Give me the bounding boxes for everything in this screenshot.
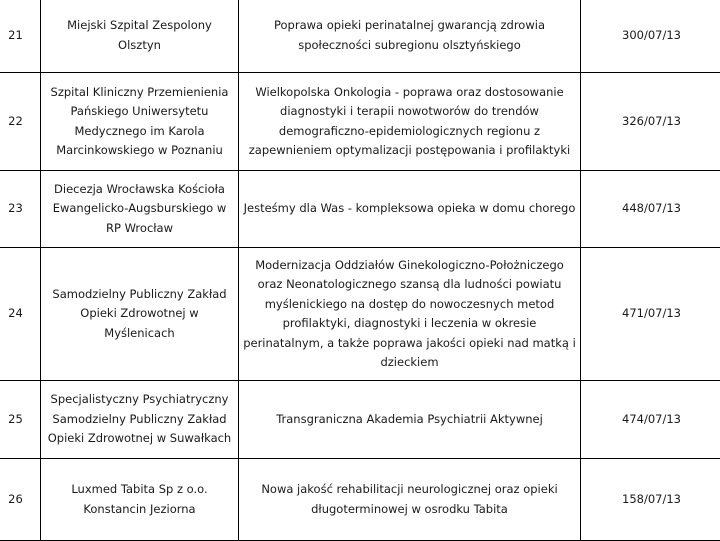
row-number: 22	[0, 73, 41, 171]
project-title-cell: Modernizacja Oddziałów Ginekologiczno-Położniczego oraz Neonatologicznego szansą dla ludności powiatu myślenickiego na dostęp do nowoczesnych metod profilaktyki, diagnostyki i leczenia w okresie perinatalnym, a także poprawa jakości opieki nad matką i dzieckiem	[239, 248, 581, 381]
agreement-number-cell: 474/07/13	[581, 381, 720, 459]
row-number: 26	[0, 459, 41, 541]
project-title-cell: Transgraniczna Akademia Psychiatrii Aktywnej	[239, 381, 581, 459]
beneficiary-cell: Diecezja Wrocławska Kościoła Ewangelicko-Augsburskiego w RP Wrocław	[41, 171, 239, 248]
table-row	[0, 73, 720, 171]
table-row	[0, 171, 720, 248]
row-number: 21	[0, 0, 41, 73]
agreement-number-cell: 471/07/13	[581, 248, 720, 381]
agreement-number-cell: 300/07/13	[581, 0, 720, 73]
project-title-cell: Wielkopolska Onkologia - poprawa oraz dostosowanie diagnostyki i terapii nowotworów do trendów demograficzno-epidemiologicznych regionu z zapewnieniem optymalizacji postępowania i profilaktyki	[239, 73, 581, 171]
beneficiary-cell: Specjalistyczny Psychiatryczny Samodzielny Publiczny Zakład Opieki Zdrowotnej w Suwałkach	[41, 381, 239, 459]
table-row	[0, 381, 720, 459]
beneficiary-cell: Szpital Kliniczny Przemienienia Pańskiego Uniwersytetu Medycznego im Karola Marcinkowskiego w Poznaniu	[41, 73, 239, 171]
table-row	[0, 0, 720, 73]
row-number: 23	[0, 171, 41, 248]
project-title-cell: Poprawa opieki perinatalnej gwarancją zdrowia społeczności subregionu olsztyńskiego	[239, 0, 581, 73]
agreement-number-cell: 448/07/13	[581, 171, 720, 248]
agreement-number-cell: 326/07/13	[581, 73, 720, 171]
project-title-cell: Jesteśmy dla Was - kompleksowa opieka w domu chorego	[239, 171, 581, 248]
beneficiary-cell: Samodzielny Publiczny Zakład Opieki Zdrowotnej w Myślenicach	[41, 248, 239, 381]
table-row	[0, 459, 720, 541]
row-number: 25	[0, 381, 41, 459]
row-number: 24	[0, 248, 41, 381]
beneficiary-cell: Luxmed Tabita Sp z o.o. Konstancin Jeziorna	[41, 459, 239, 541]
agreement-number-cell: 158/07/13	[581, 459, 720, 541]
table-row	[0, 248, 720, 381]
project-title-cell: Nowa jakość rehabilitacji neurologicznej oraz opieki długoterminowej w osrodku Tabita	[239, 459, 581, 541]
beneficiary-cell: Miejski Szpital Zespolony Olsztyn	[41, 0, 239, 73]
